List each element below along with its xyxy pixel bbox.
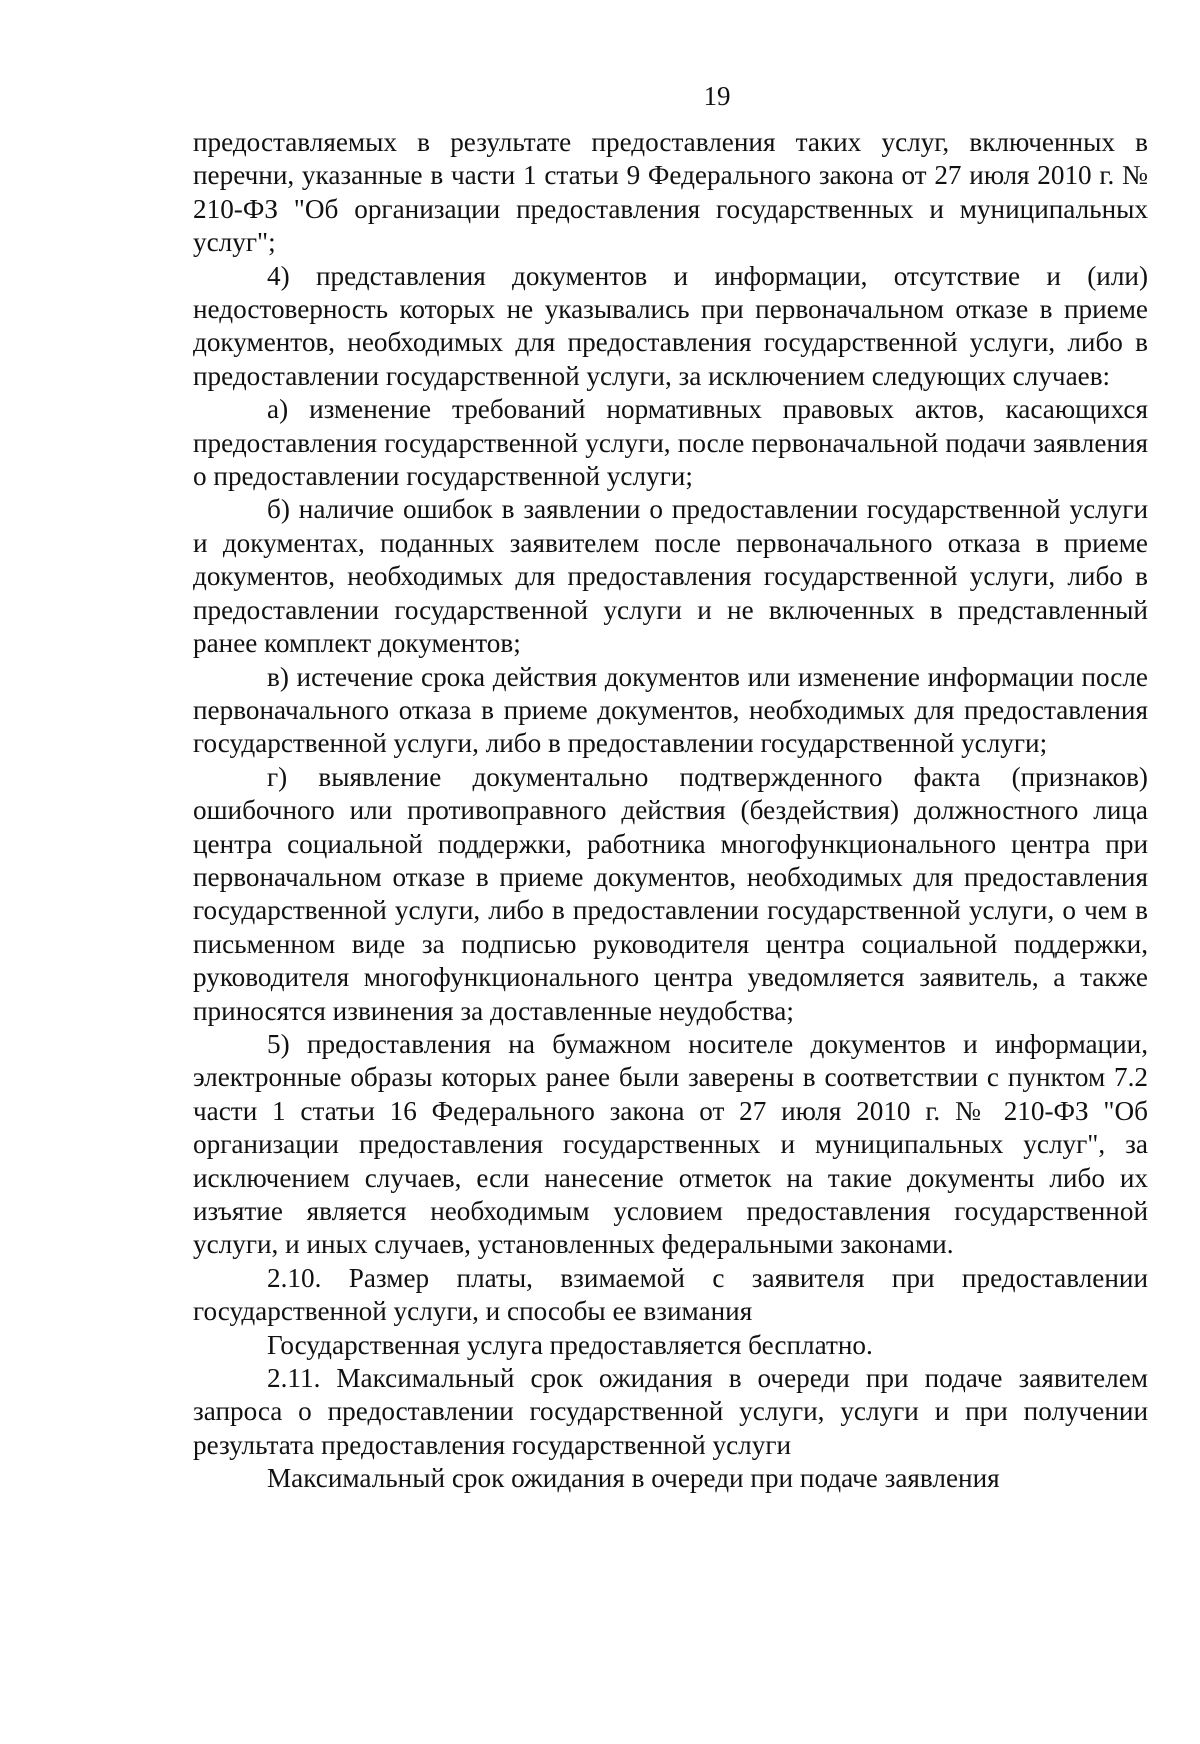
document-body [193, 126, 1148, 1496]
paragraph-1-continuation: предоставляемых в результате предоставления таких услуг, включенных в перечни, указанные в части 1 статьи 9 Федерального закона от 27 июля 2010 г. № 210-ФЗ "Об организации предоставления государственных и муниципальных услуг"; [193, 127, 1148, 258]
paragraph-subitem-b: б) наличие ошибок в заявлении о предоставлении государственной услуги и документах, поданных заявителем после первоначального отказа в приеме документов, необходимых для предоставления государственной услуги, либо в предоставлении государственной услуги и не включенных в представленный ранее комплект документов; [193, 494, 1148, 659]
paragraph-item-5: 5) предоставления на бумажном носителе документов и информации, электронные образы которых ранее были заверены в соответствии с пунктом 7.2 части 1 статьи 16 Федерального закона от 27 июля 2010 г. № 210-ФЗ "Об организации предоставления государственных и муниципальных услуг", за исключением случаев, если нанесение отметок на такие документы либо их изъятие является необходимым условием предоставления государственной услуги, и иных случаев, установленных федеральными законами. [193, 1028, 1148, 1260]
paragraph-max-wait-time: Максимальный срок ожидания в очереди при подаче заявления [267, 1463, 1000, 1494]
paragraph-subitem-v: в) истечение срока действия документов или изменение информации после первоначального отказа в приеме документов, необходимых для предоставления государственной услуги, либо в предоставлении государственной услуги; [193, 661, 1148, 759]
paragraph-subitem-a: а) изменение требований нормативных правовых актов, касающихся предоставления государственной услуги, после первоначальной подачи заявления о предоставлении государственной услуги; [193, 394, 1148, 492]
paragraph-item-4: 4) представления документов и информации, отсутствие и (или) недостоверность которых не указывались при первоначальном отказе в приеме документов, необходимых для предоставления государственной услуги, либо в предоставлении государственной услуги, за исключением следующих случаев: [193, 260, 1148, 391]
section-heading-2-11: 2.11. Максимальный срок ожидания в очереди при подаче заявителем запроса о предоставлении государственной услуги, услуги и при получении результата предоставления государственной услуги [193, 1363, 1148, 1460]
section-heading-2-10: 2.10. Размер платы, взимаемой с заявителя при предоставлении государственной услуги, и способы ее взимания [193, 1262, 1148, 1327]
paragraph-free-of-charge: Государственная услуга предоставляется бесплатно. [267, 1329, 873, 1360]
paragraph-subitem-g: г) выявление документально подтвержденного факта (признаков) ошибочного или противоправного действия (бездействия) должностного лица центра социальной поддержки, работника многофункционального центра при первоначальном отказе в приеме документов, необходимых для предоставления государственной услуги, либо в предоставлении государственной услуги, о чем в письменном виде за подписью руководителя центра социальной поддержки, руководителя многофункционального центра уведомляется заявитель, а также приносятся извинения за доставленные неудобства; [193, 761, 1148, 1026]
page-number: 19 [703, 81, 731, 111]
